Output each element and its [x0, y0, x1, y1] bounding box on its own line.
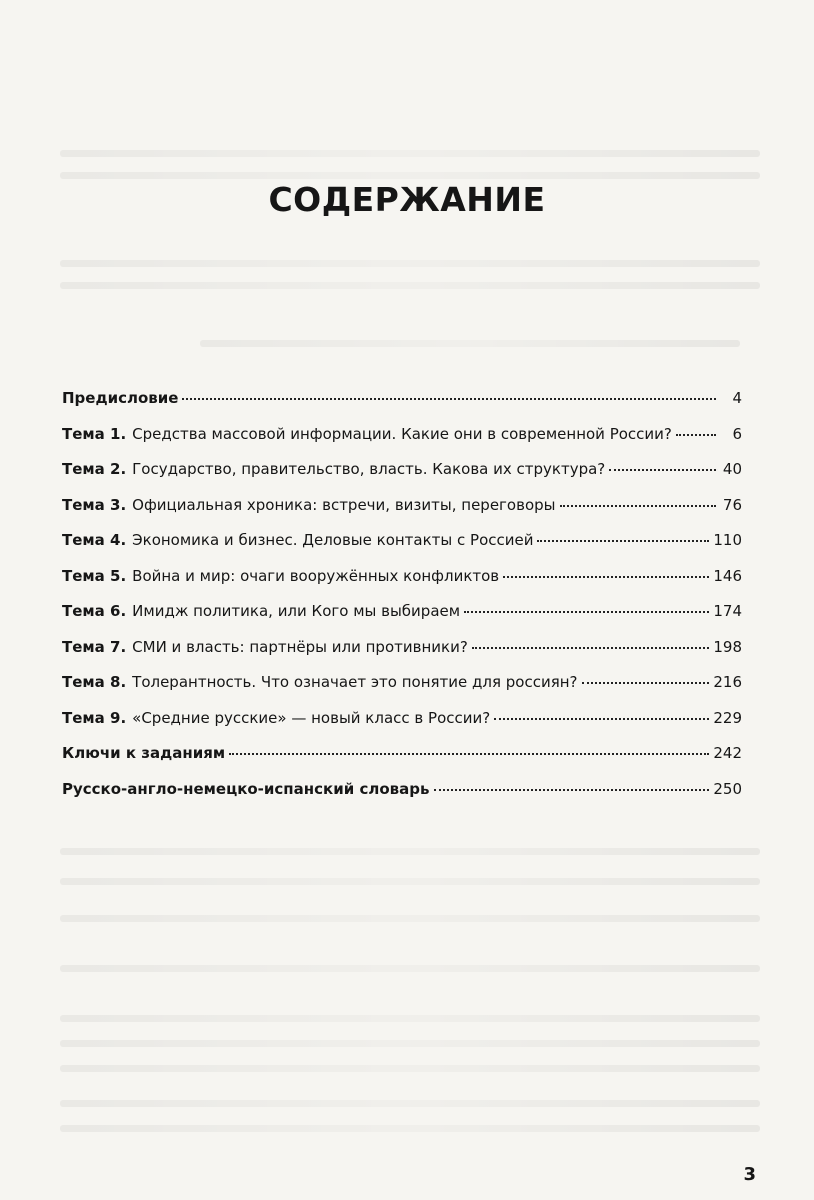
toc-entry-page: 250 [713, 779, 742, 798]
toc-entry-label [62, 388, 178, 408]
toc-entry [62, 530, 742, 566]
toc-entry-page: 216 [713, 673, 742, 691]
dot-leader [182, 397, 716, 400]
dot-leader [434, 788, 710, 791]
toc-entry-title: Экономика и бизнес. Деловые контакты с Россией [132, 531, 534, 549]
toc-entry-number: Тема 7. [62, 637, 127, 656]
toc-entry-number: Тема 5. [62, 566, 127, 585]
page-number: 3 [743, 1164, 756, 1185]
toc-entry-title: Государство, правительство, власть. Какова их структура? [132, 460, 606, 478]
toc-entry-page: 174 [713, 602, 742, 620]
toc-entry-label [62, 495, 556, 515]
toc-entry-label [62, 566, 499, 586]
dot-leader [676, 433, 716, 436]
toc-entry-title: Предисловие [62, 389, 179, 407]
toc-entry-page: 198 [713, 637, 742, 656]
toc-entry-page: 4 [732, 389, 742, 407]
toc-entry [62, 566, 742, 602]
dot-leader [560, 504, 717, 507]
toc-entry-title: Русско-англо-немецко-испанский словарь [62, 779, 430, 798]
toc-entry-label [62, 424, 672, 444]
toc-entry [62, 601, 742, 637]
toc-entry-number: Тема 2. [62, 460, 127, 478]
toc-entry-title: Официальная хроника: встречи, визиты, переговоры [132, 495, 556, 514]
toc-entry-page: 40 [722, 460, 742, 478]
toc-entry-number: Тема 6. [62, 602, 127, 620]
dot-leader [503, 575, 709, 578]
toc-entry-title: Война и мир: очаги вооружённых конфликтов [132, 566, 500, 585]
toc-entry-title: Толерантность. Что означает это понятие для россиян? [132, 673, 578, 691]
toc-entry-page: 229 [713, 708, 742, 727]
toc-entry-number: Тема 3. [62, 495, 127, 514]
toc-entry-label [62, 708, 490, 728]
toc-entry-label [62, 672, 578, 692]
dot-leader [494, 717, 709, 720]
toc-entry-number: Тема 8. [62, 673, 127, 691]
page-title: СОДЕРЖАНИЕ [268, 180, 546, 219]
toc-entry-label [62, 779, 430, 799]
toc-entry-label [62, 743, 225, 763]
toc-entry-title: Имидж политика, или Кого мы выбираем [132, 602, 461, 620]
toc-entry-label [62, 459, 605, 479]
toc-entry [62, 743, 742, 779]
dot-leader [609, 468, 716, 471]
table-of-contents [62, 388, 742, 814]
toc-entry [62, 672, 742, 708]
dot-leader [464, 610, 709, 613]
toc-entry [62, 779, 742, 815]
toc-entry-page: 146 [713, 566, 742, 585]
dot-leader [537, 539, 709, 542]
toc-entry-number: Тема 4. [62, 531, 127, 549]
toc-entry [62, 708, 742, 744]
toc-entry [62, 637, 742, 673]
toc-entry-page: 110 [713, 531, 742, 549]
toc-entry-title: Ключи к заданиям [62, 744, 226, 762]
toc-entry [62, 424, 742, 460]
toc-entry [62, 459, 742, 495]
toc-entry-page: 6 [732, 424, 742, 443]
toc-entry-title: СМИ и власть: партнёры или противники? [132, 637, 468, 656]
toc-entry-page: 76 [722, 495, 742, 514]
toc-entry [62, 388, 742, 424]
toc-entry-number: Тема 9. [62, 708, 127, 727]
toc-entry-label [62, 530, 533, 550]
dot-leader [472, 646, 710, 649]
toc-entry-page: 242 [713, 744, 742, 762]
dot-leader [229, 752, 709, 755]
toc-entry-label [62, 601, 460, 621]
toc-entry-label [62, 637, 468, 657]
dot-leader [582, 681, 710, 684]
toc-entry-title: Средства массовой информации. Какие они в современной России? [132, 424, 672, 443]
toc-entry-number: Тема 1. [62, 424, 127, 443]
toc-entry-title: «Средние русские» — новый класс в России? [132, 708, 491, 727]
toc-entry [62, 495, 742, 531]
